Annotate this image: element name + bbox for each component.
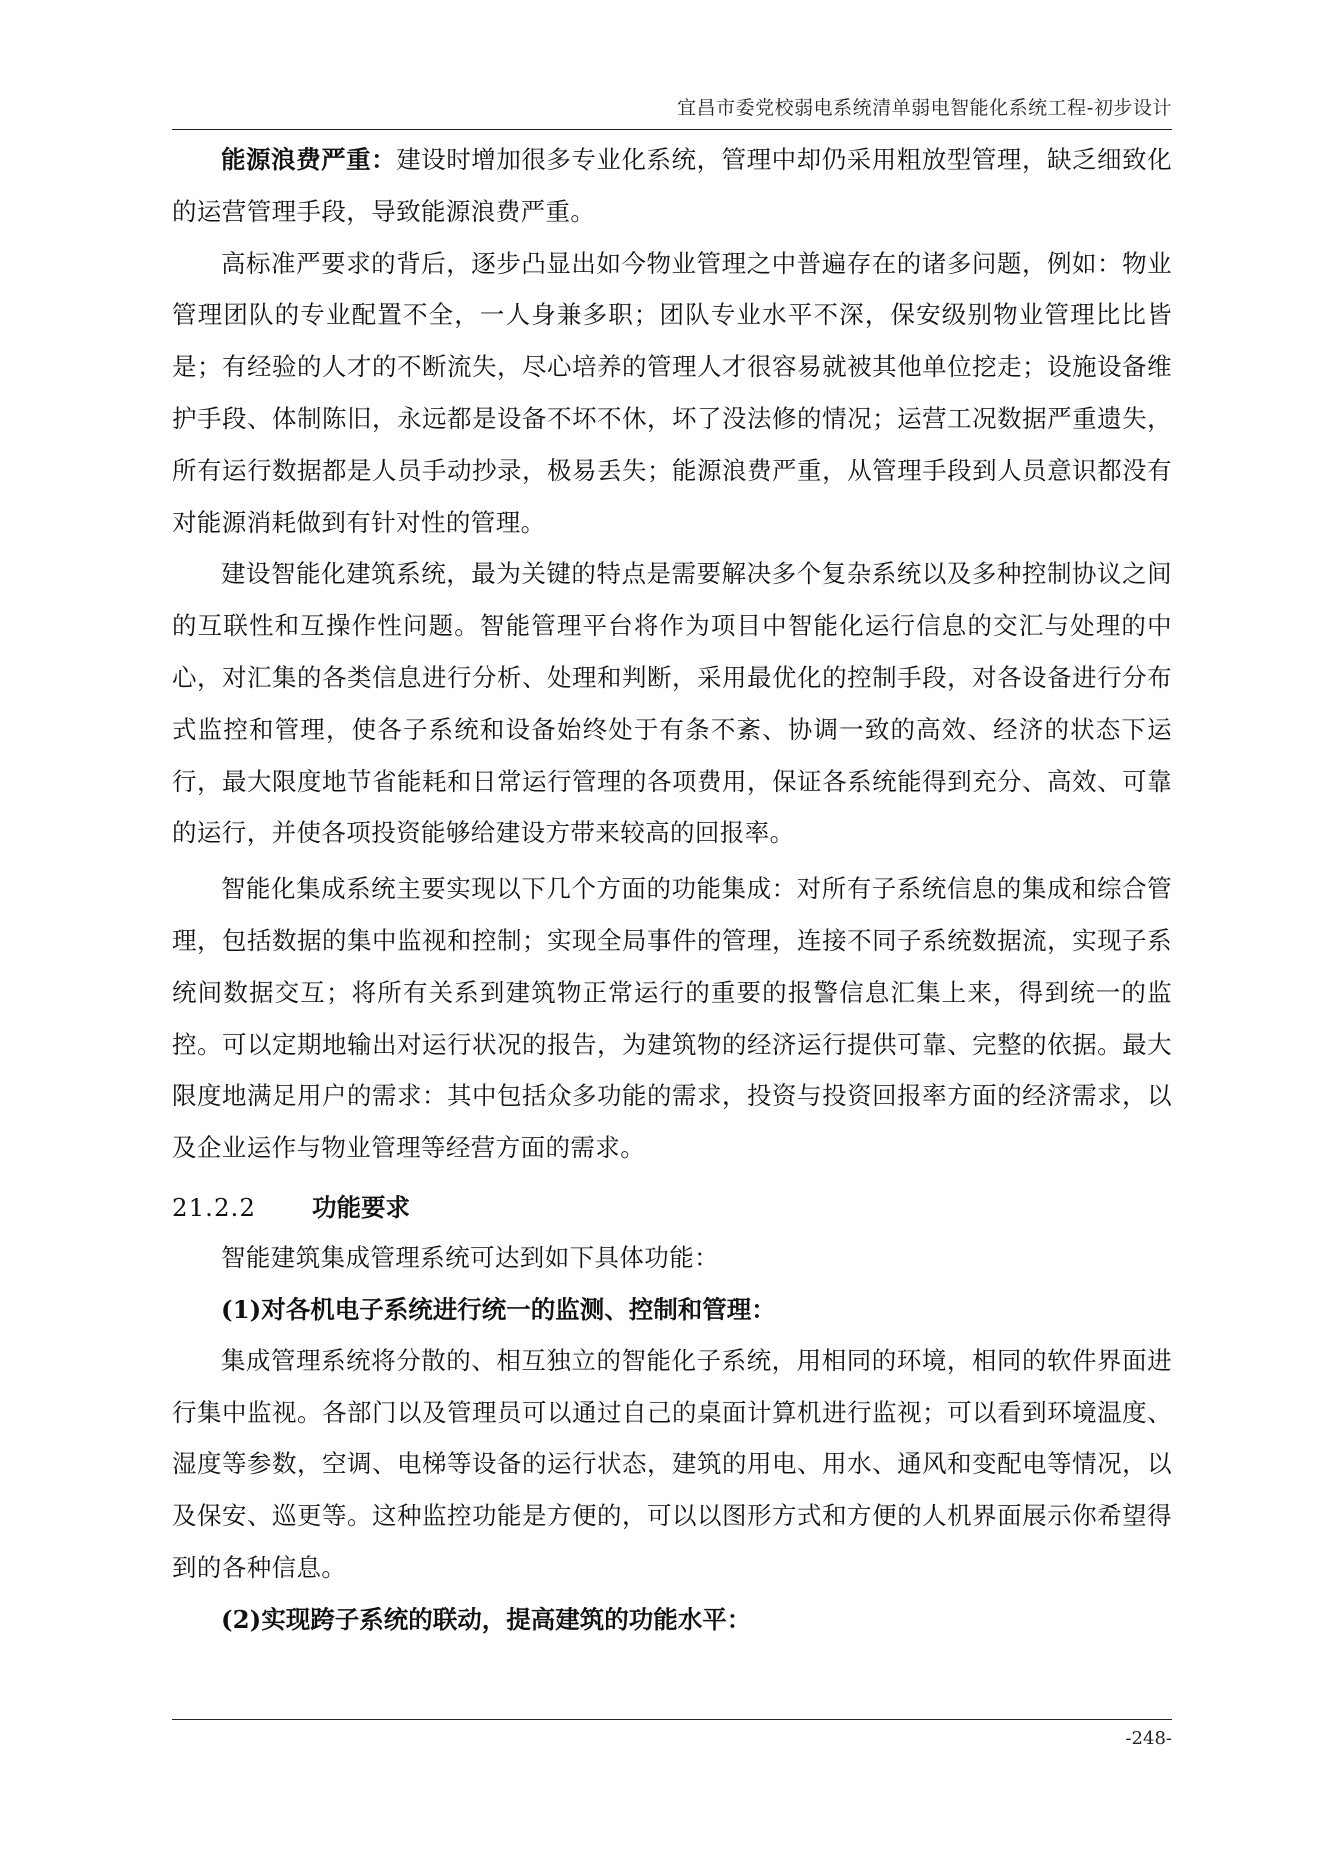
paragraph-functions-intro: 智能建筑集成管理系统可达到如下具体功能：: [221, 1242, 719, 1272]
document-header: 宜昌市委党校弱电系统清单弱电智能化系统工程-初步设计: [677, 97, 1172, 119]
paragraph-energy-waste: [172, 134, 1172, 238]
energy-waste-label: 能源浪费严重：: [221, 145, 397, 174]
paragraph-intelligent-building: 建设智能化建筑系统，最为关键的特点是需要解决多个复杂系统以及多种控制协议之间的互联性和互操作性问题。智能管理平台将作为项目中智能化运行信息的交汇与处理的中心，对汇集的各类信息进行分析、处理和判断，采用最优化的控制手段，对各设备进行分布式监控和管理，使各子系统和设备始终处于有条不紊、协调一致的高效、经济的状态下运行，最大限度地节省能耗和日常运行管理的各项费用，保证各系统能得到充分、高效、可靠的运行，并使各项投资能够给建设方带来较高的回报率。: [172, 559, 1172, 848]
footer-divider: [172, 1719, 1172, 1720]
section-number: 21.2.2: [172, 1192, 256, 1222]
paragraph-centralized-monitoring: 集成管理系统将分散的、相互独立的智能化子系统，用相同的环境，相同的软件界面进行集中监视。各部门以及管理员可以通过自己的桌面计算机进行监视；可以看到环境温度、湿度等参数，空调、电梯等设备的运行状态，建筑的用电、用水、通风和变配电等情况，以及保安、巡更等。这种监控功能是方便的，可以以图形方式和方便的人机界面展示你希望得到的各种信息。: [172, 1345, 1172, 1582]
item-2-title: (2)实现跨子系统的联动，提高建筑的功能水平：: [221, 1604, 752, 1634]
energy-waste-text: 建设时增加很多专业化系统，管理中却仍采用粗放型管理，缺乏细致化的运营管理手段，导致能源浪费严重。: [172, 145, 1172, 226]
document-body: [172, 134, 1172, 1645]
item-1-title: (1)对各机电子系统进行统一的监测、控制和管理：: [221, 1294, 776, 1324]
paragraph-integration-functions: 智能化集成系统主要实现以下几个方面的功能集成：对所有子系统信息的集成和综合管理，包括数据的集中监视和控制；实现全局事件的管理，连接不同子系统数据流，实现子系统间数据交互；将所有关系到建筑物正常运行的重要的报警信息汇集上来，得到统一的监控。可以定期地输出对运行状况的报告，为建筑物的经济运行提供可靠、完整的依据。最大限度地满足用户的需求：其中包括众多功能的需求，投资与投资回报率方面的经济需求，以及企业运作与物业管理等经营方面的需求。: [172, 874, 1172, 1163]
paragraph-property-issues: 高标准严要求的背后，逐步凸显出如今物业管理之中普遍存在的诸多问题，例如：物业管理团队的专业配置不全，一人身兼多职；团队专业水平不深，保安级别物业管理比比皆是；有经验的人才的不断流失，尽心培养的管理人才很容易就被其他单位挖走；设施设备维护手段、体制陈旧，永远都是设备不坏不休，坏了没法修的情况；运营工况数据严重遗失，所有运行数据都是人员手动抄录，极易丢失；能源浪费严重，从管理手段到人员意识都没有对能源消耗做到有针对性的管理。: [172, 248, 1172, 537]
header-divider: [172, 129, 1172, 130]
section-heading: [172, 1184, 1172, 1232]
section-title: 功能要求: [312, 1192, 410, 1222]
page-number: -248-: [1125, 1728, 1172, 1749]
